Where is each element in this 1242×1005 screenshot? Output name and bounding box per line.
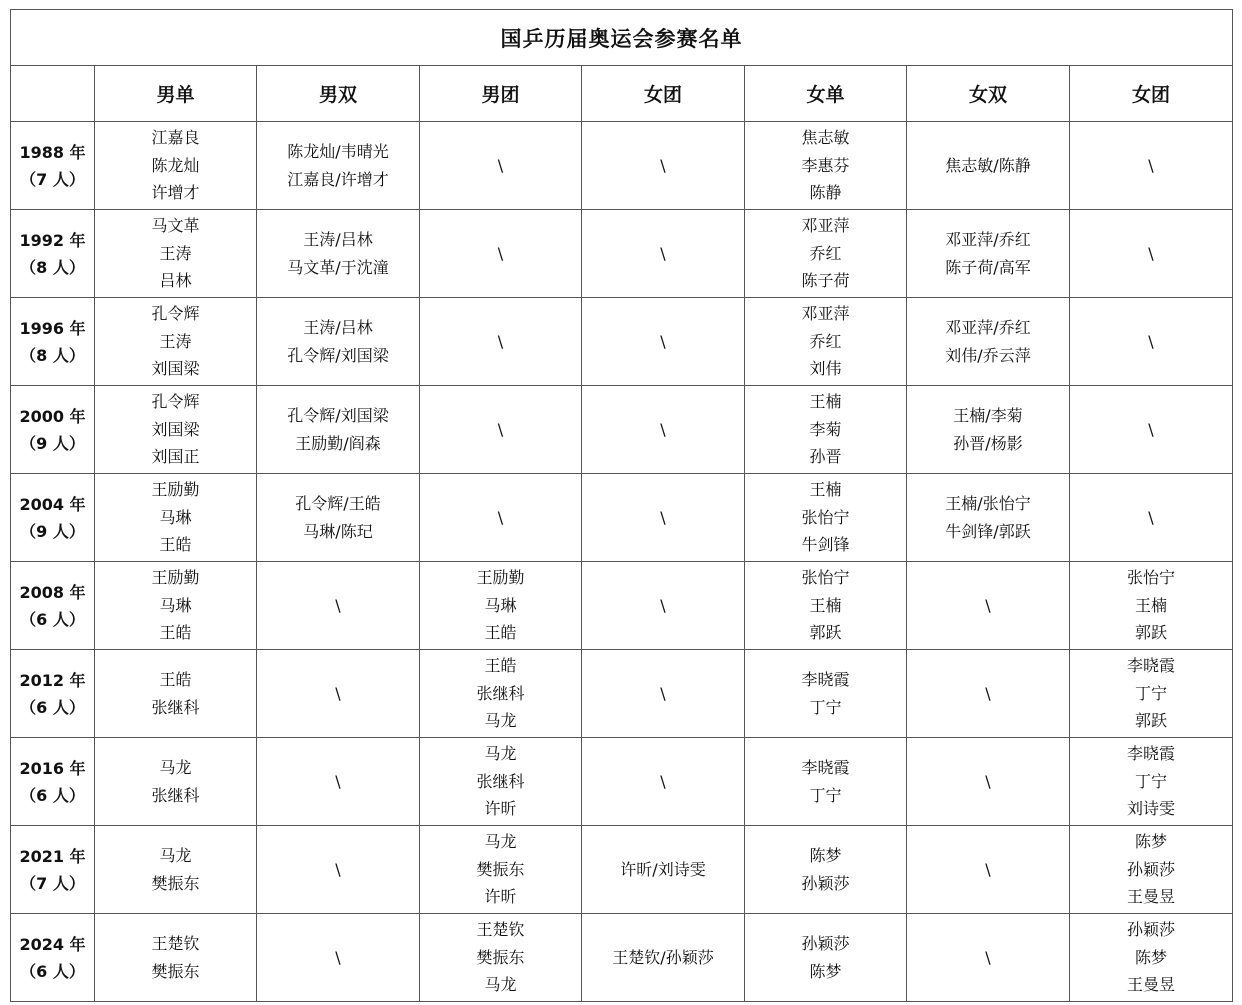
player-entry: 王皓 [484, 656, 517, 676]
roster-cell [257, 826, 420, 914]
player-entry: 陈梦 [1134, 832, 1167, 852]
empty-marker: \ [660, 683, 666, 703]
year-label: 2008 年 [19, 582, 86, 602]
roster-cell [582, 122, 745, 210]
roster-cell [582, 298, 745, 386]
player-entry: 马琳 [484, 595, 517, 615]
header-corner [11, 66, 95, 122]
empty-marker: \ [985, 595, 991, 615]
player-entry: 刘国正 [151, 447, 200, 467]
player-entry: 王涛 [159, 243, 192, 263]
column-header: 女团 [1070, 66, 1233, 122]
roster-cell [257, 914, 420, 1002]
roster-cell [907, 122, 1070, 210]
roster-cell [907, 474, 1070, 562]
player-entry: 王励勤 [476, 568, 525, 588]
roster-cell [1070, 738, 1233, 826]
player-entry: 李菊 [809, 419, 842, 439]
roster-cell [907, 650, 1070, 738]
player-entry: 许昕 [484, 887, 517, 907]
year-label: 1992 年 [19, 230, 86, 250]
player-entry: 刘伟/乔云萍 [945, 345, 1031, 365]
roster-cell [420, 650, 582, 738]
player-entry: 郭跃 [809, 623, 842, 643]
roster-cell [257, 210, 420, 298]
year-label: 2000 年 [19, 406, 86, 426]
player-entry: 江嘉良 [151, 128, 200, 148]
player-entry: 邓亚萍 [801, 216, 850, 236]
player-entry: 马龙 [484, 744, 517, 764]
empty-marker: \ [497, 331, 504, 351]
player-entry: 孙颖莎 [801, 934, 850, 953]
roster-cell [1070, 386, 1233, 474]
player-entry: 孔令辉/刘国梁 [287, 406, 389, 425]
roster-cell [907, 738, 1070, 826]
player-entry: 吕林 [159, 271, 192, 291]
empty-marker: \ [660, 155, 666, 175]
roster-cell [257, 738, 420, 826]
roster-cell [582, 826, 745, 914]
empty-marker: \ [1148, 331, 1154, 351]
empty-marker: \ [1148, 507, 1154, 527]
player-entry: 陈龙灿/韦晴光 [287, 142, 389, 161]
player-entry: 王涛 [159, 331, 192, 351]
year-label: 2021 年 [19, 846, 86, 866]
roster-cell [420, 474, 582, 562]
player-entry: 张继科 [476, 771, 525, 791]
table-row [11, 562, 1233, 650]
roster-cell [582, 386, 745, 474]
player-entry: 丁宁 [809, 785, 842, 805]
player-entry: 许增才 [151, 183, 200, 203]
player-entry: 马龙 [159, 758, 192, 777]
player-count: （7 人） [20, 873, 85, 893]
player-entry: 牛剑锋 [801, 535, 850, 555]
column-header: 女单 [745, 66, 907, 122]
year-cell [11, 562, 95, 650]
player-entry: 王楠 [1134, 595, 1167, 615]
player-entry: 孔令辉 [151, 304, 200, 324]
roster-cell [582, 210, 745, 298]
empty-marker: \ [1148, 419, 1154, 439]
roster-cell [745, 914, 907, 1002]
empty-marker: \ [660, 419, 666, 439]
roster-cell [95, 210, 257, 298]
player-entry: 樊振东 [476, 947, 525, 967]
column-header: 男双 [257, 66, 420, 122]
player-entry: 王楚钦/孙颖莎 [612, 947, 714, 967]
table-row [11, 474, 1233, 562]
player-count: （6 人） [20, 697, 85, 717]
empty-marker: \ [985, 859, 991, 879]
roster-cell [420, 298, 582, 386]
table-row [11, 210, 1233, 298]
player-entry: 乔红 [809, 331, 842, 351]
empty-marker: \ [335, 683, 341, 703]
empty-marker: \ [660, 771, 666, 791]
player-entry: 王楠 [809, 392, 842, 412]
player-entry: 刘诗雯 [1126, 799, 1175, 819]
player-entry: 许昕 [484, 799, 517, 819]
player-entry: 马琳 [159, 507, 192, 527]
player-entry: 王皓 [159, 535, 192, 555]
player-entry: 王楚钦 [476, 920, 525, 940]
player-entry: 孙颖莎 [1126, 859, 1175, 879]
empty-marker: \ [497, 419, 504, 439]
roster-cell [582, 914, 745, 1002]
player-entry: 郭跃 [1134, 711, 1167, 731]
empty-marker: \ [985, 947, 991, 967]
player-entry: 马文革 [151, 216, 200, 236]
empty-marker: \ [335, 859, 341, 879]
roster-cell [745, 122, 907, 210]
player-count: （8 人） [20, 345, 85, 365]
roster-cell [907, 386, 1070, 474]
player-entry: 邓亚萍/乔红 [945, 230, 1031, 249]
player-entry: 刘伟 [809, 359, 842, 379]
roster-table-wrapper [10, 9, 1232, 1002]
roster-cell [907, 562, 1070, 650]
player-entry: 张继科 [476, 683, 525, 703]
player-entry: 王楠/张怡宁 [945, 494, 1031, 513]
player-entry: 李晓霞 [801, 670, 850, 689]
empty-marker: \ [660, 331, 666, 351]
player-entry: 乔红 [809, 243, 842, 263]
player-count: （9 人） [20, 521, 85, 541]
roster-cell [1070, 210, 1233, 298]
player-entry: 张怡宁 [801, 507, 850, 527]
roster-cell [907, 914, 1070, 1002]
player-count: （8 人） [20, 257, 85, 277]
roster-cell [257, 562, 420, 650]
player-entry: 王涛/吕林 [303, 318, 373, 337]
player-count: （9 人） [20, 433, 85, 453]
empty-marker: \ [985, 771, 991, 791]
roster-cell [95, 914, 257, 1002]
table-row [11, 826, 1233, 914]
roster-cell [257, 650, 420, 738]
roster-cell [420, 386, 582, 474]
player-entry: 李晓霞 [801, 758, 850, 777]
table-row [11, 738, 1233, 826]
table-row [11, 122, 1233, 210]
roster-cell [1070, 474, 1233, 562]
roster-cell [257, 474, 420, 562]
player-entry: 王励勤 [151, 568, 200, 588]
player-entry: 孙晋 [809, 447, 842, 467]
column-header: 女双 [907, 66, 1070, 122]
column-header: 男单 [95, 66, 257, 122]
player-entry: 王楠/李菊 [953, 406, 1023, 425]
table-row [11, 386, 1233, 474]
player-entry: 李惠芬 [801, 155, 850, 175]
player-entry: 丁宁 [1134, 771, 1167, 791]
empty-marker: \ [497, 507, 504, 527]
roster-cell [420, 122, 582, 210]
player-entry: 孔令辉/刘国梁 [287, 345, 389, 365]
roster-cell [1070, 650, 1233, 738]
year-label: 2024 年 [19, 934, 86, 954]
year-cell [11, 914, 95, 1002]
player-entry: 马琳 [159, 595, 192, 615]
roster-cell [745, 210, 907, 298]
player-entry: 张继科 [151, 785, 200, 805]
empty-marker: \ [1148, 243, 1154, 263]
player-entry: 江嘉良/许增才 [287, 169, 389, 189]
roster-cell [745, 298, 907, 386]
year-label: 1996 年 [19, 318, 86, 338]
table-row [11, 650, 1233, 738]
player-entry: 马琳/陈玘 [303, 521, 373, 541]
roster-cell [95, 738, 257, 826]
table-body [11, 122, 1233, 1002]
roster-cell [420, 210, 582, 298]
player-entry: 张继科 [151, 697, 200, 717]
year-cell [11, 298, 95, 386]
player-entry: 王涛/吕林 [303, 230, 373, 249]
roster-cell [257, 298, 420, 386]
year-label: 2012 年 [19, 670, 86, 690]
player-entry: 王励勤/阎森 [295, 433, 381, 453]
empty-marker: \ [335, 595, 341, 615]
roster-cell [95, 474, 257, 562]
roster-cell [1070, 914, 1233, 1002]
player-entry: 王励勤 [151, 480, 200, 500]
player-entry: 樊振东 [476, 859, 525, 879]
player-entry: 马龙 [484, 711, 517, 731]
olympic-roster-table [10, 9, 1233, 1002]
player-entry: 李晓霞 [1126, 656, 1175, 676]
player-entry: 孔令辉 [151, 392, 200, 412]
year-cell [11, 386, 95, 474]
roster-cell [420, 914, 582, 1002]
empty-marker: \ [1148, 155, 1154, 175]
roster-cell [745, 474, 907, 562]
table-row [11, 298, 1233, 386]
player-entry: 李晓霞 [1126, 744, 1175, 764]
player-entry: 张怡宁 [801, 568, 850, 588]
player-entry: 陈梦 [809, 846, 842, 865]
year-cell [11, 122, 95, 210]
player-entry: 陈静 [809, 183, 842, 203]
player-entry: 陈子荷 [801, 271, 850, 291]
player-entry: 樊振东 [151, 873, 200, 893]
player-entry: 孙颖莎 [1126, 920, 1175, 940]
player-entry: 焦志敏 [801, 128, 850, 148]
empty-marker: \ [335, 947, 341, 967]
player-entry: 牛剑锋/郭跃 [945, 521, 1031, 541]
roster-cell [745, 826, 907, 914]
year-cell [11, 474, 95, 562]
roster-cell [420, 738, 582, 826]
player-entry: 刘国梁 [151, 359, 200, 379]
roster-cell [95, 386, 257, 474]
year-label: 2004 年 [19, 494, 86, 514]
player-count: （6 人） [20, 961, 85, 981]
year-cell [11, 738, 95, 826]
header-row [11, 66, 1233, 122]
roster-cell [95, 298, 257, 386]
roster-cell [582, 562, 745, 650]
roster-cell [907, 210, 1070, 298]
player-count: （6 人） [20, 785, 85, 805]
player-entry: 王楠 [809, 595, 842, 615]
roster-cell [907, 298, 1070, 386]
roster-cell [420, 826, 582, 914]
player-entry: 孙颖莎 [801, 873, 850, 893]
year-label: 1988 年 [19, 142, 86, 162]
year-cell [11, 826, 95, 914]
roster-cell [1070, 826, 1233, 914]
roster-cell [1070, 298, 1233, 386]
year-cell [11, 650, 95, 738]
player-entry: 郭跃 [1134, 623, 1167, 643]
roster-cell [95, 826, 257, 914]
player-entry: 王曼昱 [1126, 975, 1175, 995]
player-entry: 王楚钦 [151, 934, 200, 953]
column-header: 女团 [582, 66, 745, 122]
roster-cell [257, 386, 420, 474]
player-entry: 陈龙灿 [151, 155, 200, 175]
year-label: 2016 年 [19, 758, 86, 778]
roster-cell [745, 562, 907, 650]
empty-marker: \ [497, 243, 504, 263]
year-cell [11, 210, 95, 298]
empty-marker: \ [660, 243, 666, 263]
roster-cell [582, 738, 745, 826]
empty-marker: \ [660, 595, 666, 615]
player-entry: 王楠 [809, 480, 842, 500]
roster-cell [257, 122, 420, 210]
table-row [11, 914, 1233, 1002]
player-entry: 邓亚萍 [801, 304, 850, 324]
roster-cell [745, 650, 907, 738]
column-header: 男团 [420, 66, 582, 122]
player-entry: 马龙 [159, 846, 192, 865]
table-title: 国乒历届奥运会参赛名单 [11, 10, 1233, 66]
player-entry: 丁宁 [1134, 683, 1167, 703]
roster-cell [907, 826, 1070, 914]
player-entry: 丁宁 [809, 697, 842, 717]
player-entry: 焦志敏/陈静 [945, 155, 1031, 175]
player-entry: 樊振东 [151, 961, 200, 981]
player-entry: 陈梦 [1134, 947, 1167, 967]
roster-cell [1070, 122, 1233, 210]
player-entry: 邓亚萍/乔红 [945, 318, 1031, 337]
player-entry: 马龙 [484, 832, 517, 852]
roster-cell [95, 122, 257, 210]
roster-cell [745, 738, 907, 826]
roster-cell [95, 650, 257, 738]
player-entry: 马龙 [484, 975, 517, 995]
empty-marker: \ [985, 683, 991, 703]
roster-cell [582, 650, 745, 738]
player-count: （6 人） [20, 609, 85, 629]
player-entry: 王皓 [159, 623, 192, 643]
player-entry: 张怡宁 [1126, 568, 1175, 588]
roster-cell [95, 562, 257, 650]
empty-marker: \ [497, 155, 504, 175]
player-entry: 孙晋/杨影 [953, 433, 1023, 453]
player-entry: 王曼昱 [1126, 887, 1175, 907]
roster-cell [745, 386, 907, 474]
player-entry: 王皓 [484, 623, 517, 643]
empty-marker: \ [660, 507, 666, 527]
player-count: （7 人） [20, 169, 85, 189]
player-entry: 刘国梁 [151, 419, 200, 439]
roster-cell [582, 474, 745, 562]
player-entry: 孔令辉/王皓 [295, 494, 381, 513]
player-entry: 王皓 [159, 670, 192, 689]
player-entry: 陈梦 [809, 961, 842, 981]
roster-cell [420, 562, 582, 650]
player-entry: 陈子荷/高军 [945, 257, 1031, 277]
empty-marker: \ [335, 771, 341, 791]
roster-cell [1070, 562, 1233, 650]
player-entry: 许昕/刘诗雯 [620, 859, 706, 879]
player-entry: 马文革/于沈潼 [287, 257, 389, 277]
